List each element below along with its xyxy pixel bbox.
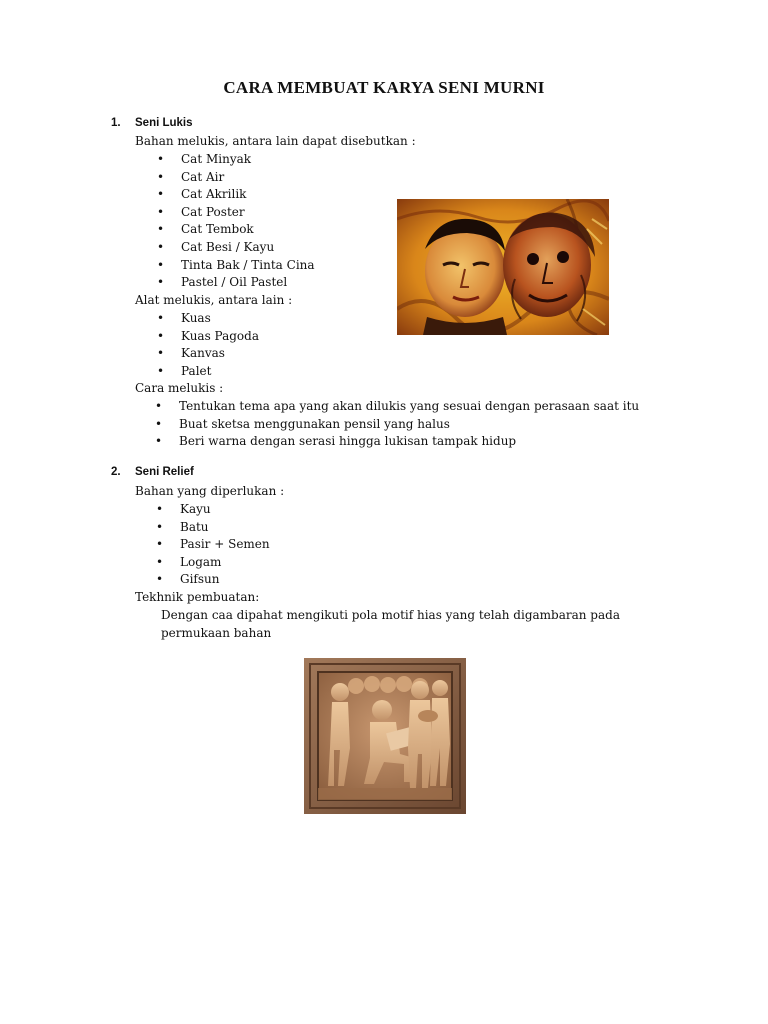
bullet-icon: • — [157, 169, 165, 184]
bullet-icon: • — [157, 311, 165, 325]
bahan-lukis-intro: Bahan melukis, antara lain dapat disebutkan : — [135, 134, 416, 148]
list-item: • Cat Akrilik — [181, 186, 315, 204]
list-item: • Tinta Bak / Tinta Cina — [181, 257, 315, 275]
bahan-lukis-list — [157, 151, 315, 292]
list-item: • Pastel / Oil Pastel — [181, 274, 315, 292]
list-item: • Cat Poster — [181, 204, 315, 222]
bullet-icon: • — [157, 257, 165, 272]
section-2-heading: Seni Relief — [135, 466, 194, 478]
page-title: CARA MEMBUAT KARYA SENI MURNI — [223, 78, 545, 97]
list-item: • Palet — [181, 363, 259, 381]
section-1-heading: Seni Lukis — [135, 117, 193, 129]
list-item: • Pasir + Semen — [180, 536, 270, 554]
bullet-icon: • — [157, 328, 165, 343]
list-item: • Cat Minyak — [181, 151, 315, 169]
bullet-icon: • — [157, 187, 165, 202]
list-item: • Batu — [180, 519, 270, 537]
section-1-number: 1. — [111, 117, 121, 129]
bullet-icon: • — [157, 363, 165, 378]
cara-lukis-intro: Cara melukis : — [135, 381, 224, 395]
list-item: • Cat Besi / Kayu — [181, 239, 315, 257]
teknik-description: Dengan caa dipahat mengikuti pola motif hias yang telah digambaran pada permukaan bahan — [161, 608, 620, 640]
relief-image — [304, 658, 466, 814]
list-item: • Kanvas — [181, 345, 259, 363]
list-item: • Kuas Pagoda — [181, 328, 259, 346]
section-2-number: 2. — [111, 466, 121, 478]
list-item: • Tentukan tema apa yang akan dilukis yang sesuai dengan perasaan saat itu — [179, 398, 639, 416]
bahan-relief-intro: Bahan yang diperlukan : — [135, 484, 285, 498]
bahan-relief-list — [156, 501, 270, 589]
list-item: • Cat Air — [181, 169, 315, 187]
list-item: • Buat sketsa menggunakan pensil yang halus — [179, 416, 639, 434]
alat-lukis-intro: Alat melukis, antara lain : — [135, 293, 293, 307]
bullet-icon: • — [155, 399, 163, 413]
bullet-icon: • — [155, 434, 163, 449]
bullet-icon: • — [156, 537, 164, 552]
list-item: • Cat Tembok — [181, 221, 315, 239]
bullet-icon: • — [156, 502, 164, 516]
list-item: • Kuas — [181, 310, 259, 328]
bullet-icon: • — [157, 239, 165, 254]
teknik-intro: Tekhnik pembuatan: — [135, 590, 260, 604]
list-item: • Beri warna dengan serasi hingga lukisan tampak hidup — [179, 433, 639, 451]
bullet-icon: • — [155, 416, 163, 431]
alat-lukis-list — [157, 310, 259, 380]
bullet-icon: • — [157, 222, 165, 237]
cara-lukis-list — [155, 398, 640, 451]
list-item: • Kayu — [180, 501, 270, 519]
bullet-icon: • — [156, 554, 164, 569]
list-item: • Logam — [180, 554, 270, 572]
bullet-icon: • — [157, 204, 165, 219]
bullet-icon: • — [157, 275, 165, 290]
bullet-icon: • — [156, 519, 164, 534]
bullet-icon: • — [157, 346, 165, 361]
bullet-icon: • — [156, 572, 164, 587]
bullet-icon: • — [157, 152, 165, 166]
painting-image — [397, 199, 609, 335]
list-item: • Gifsun — [180, 571, 270, 589]
